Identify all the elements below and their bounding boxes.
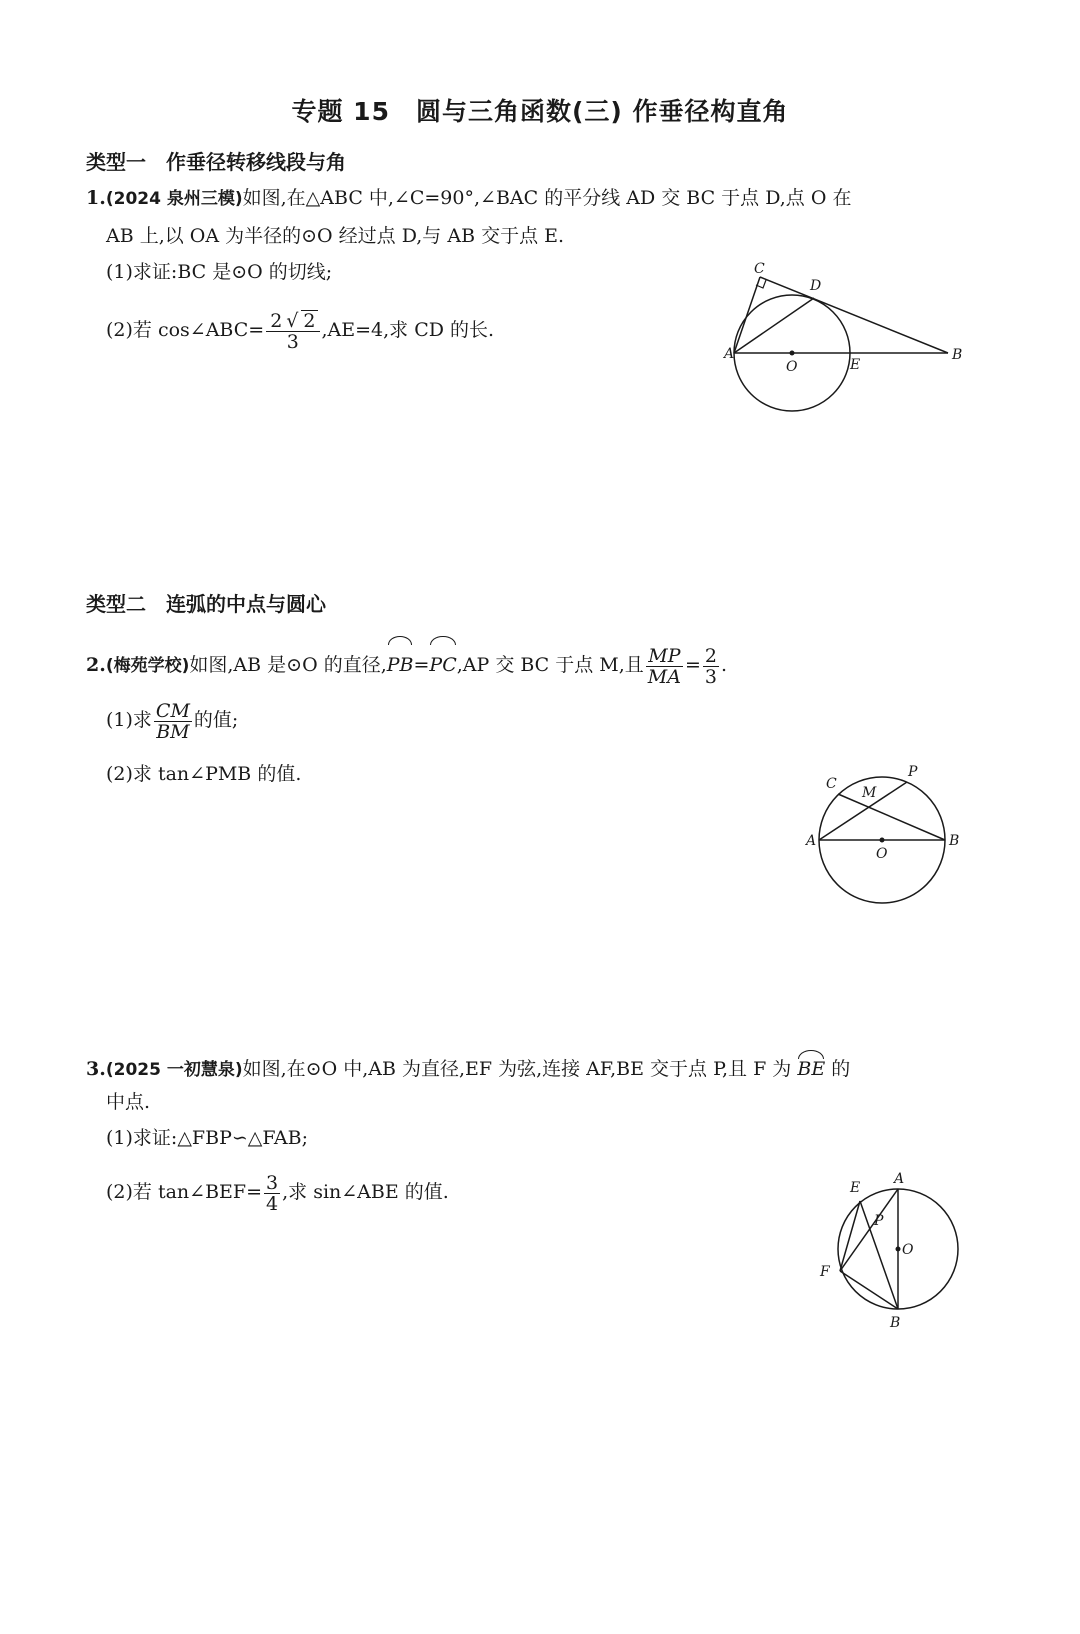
q1-label-d: D <box>810 278 822 294</box>
q3-line2: 中点. <box>106 1091 151 1113</box>
q3-part2-pre: (2)若 tan∠BEF= <box>106 1181 263 1203</box>
q1-part1: (1)求证:BC 是⊙O 的切线; <box>106 261 333 283</box>
q3-figure <box>810 1165 970 1340</box>
q2-ratio-den: MA <box>647 665 681 688</box>
q2-ratio-fraction <box>646 646 683 687</box>
q3-label-p: P <box>874 1213 884 1229</box>
q3-label-f: F <box>820 1264 830 1280</box>
q3-chord-fb <box>840 1271 898 1309</box>
q1-cos-fraction: $\frac{2 √ 2}{3}$ <box>266 310 319 352</box>
q2-part2: (2)求 tan∠PMB 的值. <box>106 763 302 785</box>
q3-center-dot <box>896 1247 901 1252</box>
q3-text-a: 如图,在⊙O 中,AB 为直径,EF 为弦,连接 AF,BE 交于点 P,且 F 为 <box>242 1058 792 1080</box>
q2-line1 <box>86 638 727 690</box>
q3-label-b: B <box>890 1315 901 1331</box>
q3-source: (2025 一初慧泉) <box>105 1060 243 1080</box>
q2-label-b: B <box>949 833 960 849</box>
q1-label-b: B <box>952 347 963 363</box>
q2-number: 2. <box>86 654 106 676</box>
q1-part2-post: ,AE=4,求 CD 的长. <box>321 319 495 341</box>
q3-label-a: A <box>894 1171 905 1187</box>
q2-arc-pc: PC <box>429 638 456 689</box>
q1-part2 <box>106 310 494 352</box>
q1-frac-coef: 2 <box>270 310 283 332</box>
q3-part2 <box>106 1168 449 1216</box>
q2-label-o: O <box>876 846 888 862</box>
q2-ratio-end: . <box>721 654 728 676</box>
q1-figure <box>720 255 980 420</box>
q3-part1: (1)求证:△FBP∽△FAB; <box>106 1127 309 1149</box>
q2-part1-post: 的值; <box>193 709 239 731</box>
q1-frac-radicand: 2 <box>303 310 316 332</box>
section-heading-type2: 类型二 连弧的中点与圆心 <box>86 592 326 616</box>
q2-val-den: 3 <box>704 665 717 688</box>
q1-frac-den: 3 <box>286 331 299 353</box>
q2-arc-eq: = <box>413 654 430 676</box>
section-heading-type1: 类型一 作垂径转移线段与角 <box>86 150 346 174</box>
page-title: 专题 15 圆与三角函数(三) 作垂径构直角 <box>291 97 789 126</box>
q1-center-dot <box>790 351 795 356</box>
q1-label-a: A <box>724 346 735 362</box>
q3-chord-af <box>840 1189 898 1271</box>
q2-value-fraction <box>703 646 719 687</box>
q2-part1-pre: (1)求 <box>106 709 152 731</box>
q2-part1-den: BM <box>156 720 190 743</box>
q1-label-o: O <box>786 359 798 375</box>
q2-part1-fraction <box>154 701 192 742</box>
q1-line1 <box>86 184 851 213</box>
q1-segment-ad <box>734 298 814 353</box>
q3-line1 <box>86 1052 850 1084</box>
q1-source: (2024 泉州三模) <box>105 189 243 209</box>
q2-val-num: 2 <box>704 644 717 667</box>
q1-part2-pre: (2)若 cos∠ABC= <box>106 319 265 341</box>
q3-chord-ef <box>840 1201 860 1271</box>
q3-number: 3. <box>86 1058 106 1080</box>
q2-ratio-eq: = <box>684 654 701 676</box>
q3-frac-num: 3 <box>266 1171 279 1194</box>
q2-label-a: A <box>806 833 817 849</box>
q3-text-b: 的 <box>831 1058 851 1080</box>
q2-source: (梅苑学校) <box>105 656 190 676</box>
q1-text-line2: AB 上,以 OA 为半径的⊙O 经过点 D,与 AB 交于点 E. <box>106 225 565 247</box>
q2-label-c: C <box>826 776 837 792</box>
q2-center-dot <box>880 838 885 843</box>
q2-part1-num: CM <box>155 699 190 722</box>
q2-text-b: ,AP 交 BC 于点 M,且 <box>456 654 644 676</box>
q2-label-p: P <box>908 764 918 780</box>
q3-frac-den: 4 <box>266 1192 279 1215</box>
q3-arc-be: BE <box>797 1052 825 1083</box>
q3-label-e: E <box>850 1180 861 1196</box>
q3-tan-fraction <box>264 1173 280 1214</box>
q1-segment-ac <box>734 277 760 353</box>
q2-arc-pb: PB <box>387 638 414 689</box>
q2-ratio-num: MP <box>648 644 681 667</box>
q1-text-line1: 如图,在△ABC 中,∠C=90°,∠BAC 的平分线 AD 交 BC 于点 D,点 O 在 <box>242 187 852 209</box>
q2-part1 <box>106 696 238 744</box>
q3-label-o: O <box>902 1242 914 1258</box>
q1-label-e: E <box>850 357 861 373</box>
q1-number: 1. <box>86 187 106 209</box>
q2-figure <box>800 755 970 915</box>
q1-label-c: C <box>754 261 765 277</box>
q3-part2-post: ,求 sin∠ABE 的值. <box>282 1181 449 1203</box>
q2-label-m: M <box>862 785 877 801</box>
q2-text-a: 如图,AB 是⊙O 的直径, <box>189 654 387 676</box>
